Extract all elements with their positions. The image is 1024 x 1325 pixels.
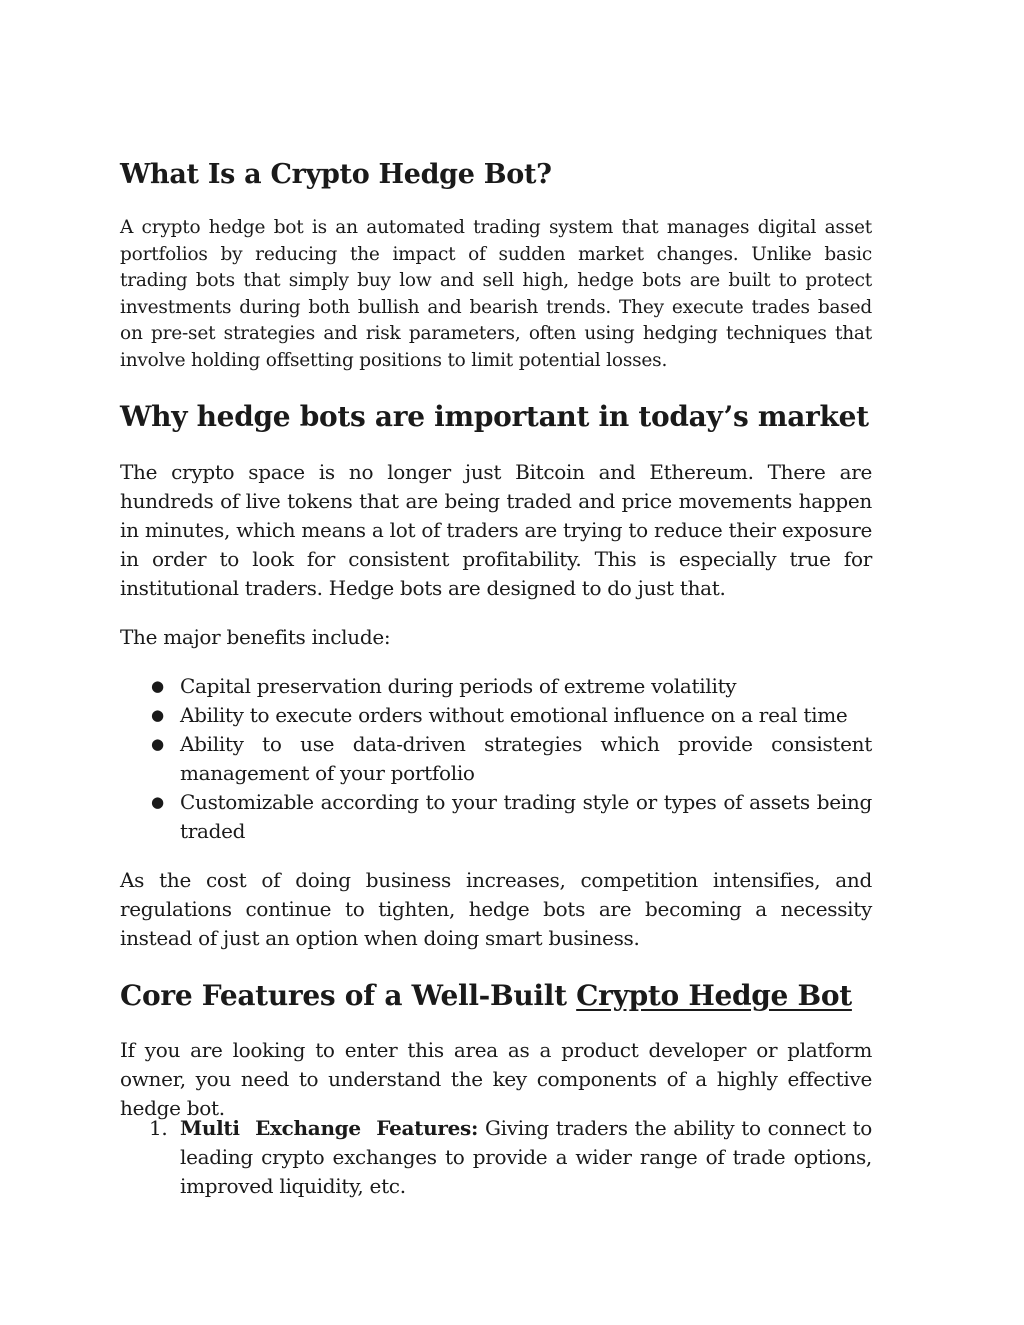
list-item-text: Capital preservation during periods of extreme volatility <box>180 674 737 698</box>
list-item <box>120 672 872 701</box>
crypto-hedge-bot-link[interactable]: Crypto Hedge Bot <box>576 979 852 1012</box>
feature-term: Multi Exchange Features: <box>180 1116 479 1140</box>
list-item <box>120 701 872 730</box>
heading-core-features-prefix: Core Features of a Well-Built <box>120 979 567 1012</box>
bullet-dot-icon: ● <box>151 793 164 811</box>
features-list <box>120 1114 872 1201</box>
why-paragraph: The crypto space is no longer just Bitcoin and Ethereum. There are hundreds of live tokens that are being traded and price movements happen in minutes, which means a lot of traders are trying to reduce their exposure in order to look for consistent profitability. This is especially true for institutional traders. Hedge bots are designed to do just that. <box>120 460 872 600</box>
bullet-dot-icon: ● <box>151 706 164 724</box>
benefits-lead: The major benefits include: <box>120 625 391 649</box>
heading-why-important: Why hedge bots are important in today’s market <box>120 400 869 433</box>
closing-paragraph: As the cost of doing business increases, competition intensifies, and regulations continue to tighten, hedge bots are becoming a necessity instead of just an option when doing smart business. <box>120 868 872 950</box>
intro-paragraph: A crypto hedge bot is an automated trading system that manages digital asset portfolios by reducing the impact of sudden market changes. Unlike basic trading bots that simply buy low and sell high, hedge bots are built to protect investments during both bullish and bearish trends. They execute trades based on pre-set strategies and risk parameters, often using hedging techniques that involve holding offsetting positions to limit potential losses. <box>120 217 872 371</box>
heading-core-features <box>120 977 852 1015</box>
list-item <box>120 1114 872 1201</box>
list-item-text: Customizable according to your trading style or types of assets being traded <box>180 790 872 843</box>
feature-text: Giving traders the ability to connect to leading crypto exchanges to provide a wider range of trade options, improved liquidity, etc. <box>180 1116 873 1198</box>
bullet-dot-icon: ● <box>151 677 164 695</box>
list-item-text: Ability to execute orders without emotional influence on a real time <box>180 703 848 727</box>
list-item <box>120 788 872 846</box>
list-item-text: Ability to use data-driven strategies which provide consistent management of your portfolio <box>180 732 872 785</box>
list-item-number: 1. <box>149 1116 168 1140</box>
bullet-dot-icon: ● <box>151 735 164 753</box>
heading-what-is-hedge-bot: What Is a Crypto Hedge Bot? <box>120 159 552 190</box>
core-paragraph: If you are looking to enter this area as a product developer or platform owner, you need to understand the key components of a highly effective hedge bot. <box>120 1038 872 1120</box>
benefits-list <box>120 672 872 846</box>
list-item <box>120 730 872 788</box>
